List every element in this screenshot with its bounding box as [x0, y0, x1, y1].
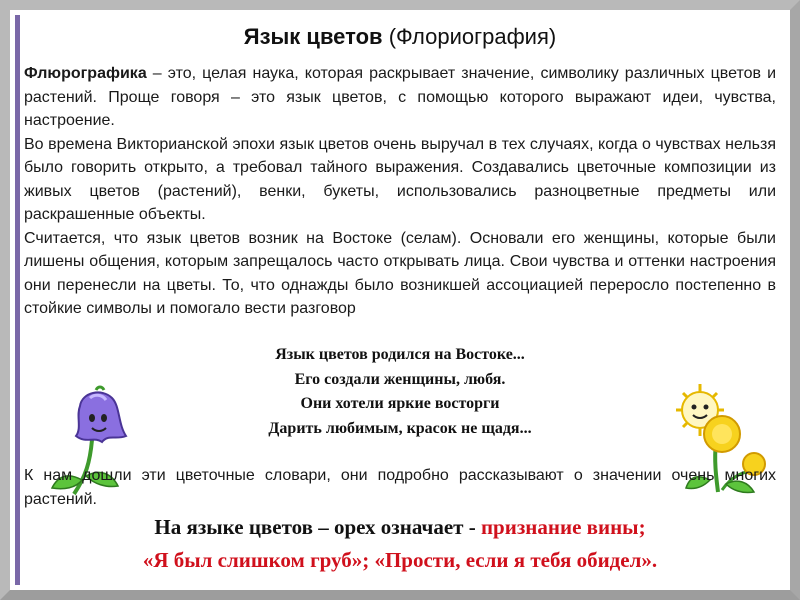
poem [170, 343, 630, 441]
walnut-meaning-intro: На языке цветов – орех означает - [154, 515, 481, 539]
term-florography: Флюрографика [24, 65, 147, 82]
definition-text: – это, целая наука, которая раскрывает значение, символику различных цветов и растений. Проще говоря – это язык цветов, с помощью которого выражают идеи, чувства, настроение. [24, 65, 776, 129]
walnut-meaning-highlight: признание вины; [480, 515, 646, 539]
paragraph-definition [24, 62, 776, 133]
poem-line: Язык цветов родился на Востоке... [275, 346, 525, 363]
paragraph-victorian: Во времена Викторианской эпохи язык цветов очень выручал в тех случаях, когда о чувствах нельзя было говорить открыто, а требовал тайного выражения. Создавались цветочные композиции из живых цветов (растений), венки, букеты, использовались разноцветные предметы или раскрашенные объекты. [24, 135, 776, 223]
paragraph-dictionaries: К нам дошли эти цветочные словари, они подробно рассказывают о значении очень многих растений. [24, 467, 776, 508]
title-subtitle: (Флориография) [382, 24, 557, 49]
body-text [24, 62, 776, 321]
slide-title [20, 24, 780, 50]
poem-line: Они хотели яркие восторги [300, 395, 500, 412]
slide [20, 20, 780, 580]
walnut-meaning-line [20, 515, 780, 540]
poem-line: Дарить любимым, красок не щадя... [268, 419, 532, 437]
walnut-meaning-quote: «Я был слишком груб»; «Прости, если я тебя обидел». [142, 548, 658, 572]
paragraph-origin: Считается, что язык цветов возник на Востоке (селам). Основали его женщины, которые были лишены общения, которым запрещалось часто открывать лица. Свои чувства и оттенки настроения они перенесли на цветы. То, что однажды было возникшей ассоциацией переросло постепенно в стойкие символы и помогало вести разговор [24, 229, 776, 317]
title-bold: Язык цветов [243, 24, 383, 49]
poem-line: Его создали женщины, любя. [294, 370, 506, 388]
tail-text [24, 464, 776, 511]
